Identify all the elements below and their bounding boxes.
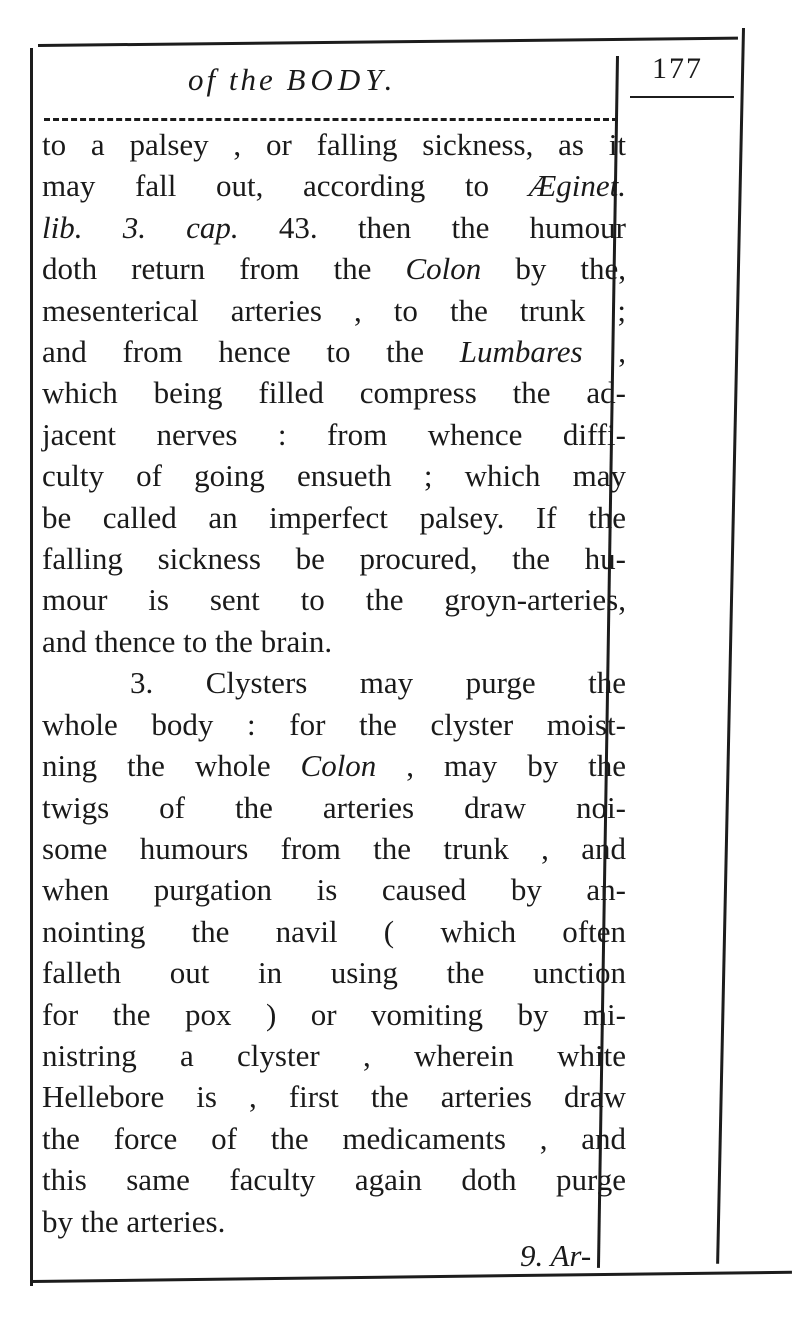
text-segment: doth return from the	[42, 251, 406, 287]
italic-text-segment: Lumbares	[459, 334, 583, 370]
text-line	[42, 704, 626, 745]
text-segment: ,	[582, 334, 627, 370]
text-line	[42, 538, 626, 579]
running-head	[188, 62, 397, 98]
text-line	[42, 1159, 626, 1200]
text-segment: nointing the navil ( which often	[42, 913, 626, 949]
text-segment: some humours from the trunk , and	[42, 830, 626, 866]
text-line	[42, 331, 626, 372]
text-line	[42, 828, 626, 869]
text-line	[42, 1035, 626, 1076]
text-line	[42, 1118, 626, 1159]
italic-text-segment: Colon	[300, 748, 377, 784]
text-segment: 43. then the humour	[238, 209, 626, 245]
text-segment: to a palsey , or falling sickness, as it	[42, 127, 626, 162]
text-segment: may fall out, according to	[42, 168, 529, 204]
text-segment: for the pox ) or vomiting by mi-	[42, 996, 626, 1032]
text-line	[42, 455, 626, 496]
text-line	[42, 414, 626, 455]
text-segment: and from hence to the	[42, 334, 460, 370]
text-segment: which being filled compress the ad-	[42, 375, 626, 411]
text-segment: 3. Clysters may purge the	[130, 665, 626, 701]
text-segment: this same faculty again doth purge	[42, 1162, 626, 1198]
page-number: 177	[652, 52, 703, 85]
italic-text-segment: Colon	[405, 251, 482, 287]
text-line	[42, 290, 626, 331]
text-segment: falleth out in using the unction	[42, 955, 626, 991]
text-segment: , may by the	[376, 748, 626, 784]
text-line	[42, 745, 626, 786]
text-segment: falling sickness be procured, the hu-	[42, 541, 626, 577]
text-line	[42, 1076, 626, 1117]
text-line	[42, 372, 626, 413]
text-line	[42, 911, 626, 952]
text-segment: mesenterical arteries , to the trunk ;	[42, 292, 626, 328]
text-line	[42, 662, 626, 703]
running-head-prefix: of the	[188, 62, 287, 97]
page-frame-bottom-rule	[32, 1271, 792, 1283]
text-segment: the force of the medicaments , and	[42, 1120, 626, 1156]
text-line	[42, 621, 626, 662]
text-line	[42, 165, 626, 206]
running-head-caps: BODY.	[286, 62, 398, 97]
text-segment: culty of going ensueth ; which may	[42, 458, 626, 494]
text-line	[42, 124, 626, 165]
text-segment: ning the whole	[42, 748, 301, 784]
italic-text-segment: lib. 3. cap.	[42, 209, 239, 245]
text-line	[42, 787, 626, 828]
page-frame-right-rule	[716, 28, 745, 1264]
text-segment: jacent nerves : from whence diffi-	[42, 416, 626, 452]
text-line	[42, 579, 626, 620]
page-number-rule	[630, 96, 734, 98]
text-line	[42, 994, 626, 1035]
text-segment: by the arteries.	[42, 1203, 226, 1239]
page-frame-top-rule	[38, 37, 738, 47]
running-head-rule	[44, 118, 618, 121]
text-segment: Hellebore is , first the arteries draw	[42, 1079, 626, 1115]
text-line	[42, 869, 626, 910]
text-segment: and thence to the brain.	[42, 623, 333, 659]
text-segment: nistring a clyster , wherein white	[42, 1037, 626, 1073]
page-frame-left-rule	[30, 48, 33, 1286]
text-segment: when purgation is caused by an-	[42, 872, 626, 908]
text-line	[42, 207, 626, 248]
body-text	[42, 124, 626, 1242]
text-line	[42, 497, 626, 538]
text-line	[42, 952, 626, 993]
italic-text-segment: Æginet.	[528, 168, 626, 204]
text-segment: whole body : for the clyster moist-	[42, 706, 626, 742]
text-line	[42, 248, 626, 289]
text-segment: mour is sent to the groyn-arteries,	[42, 582, 626, 618]
text-line	[42, 1201, 626, 1242]
catchword: 9. Ar-	[520, 1238, 592, 1273]
text-segment: twigs of the arteries draw noi-	[42, 789, 626, 825]
text-segment: be called an imperfect palsey. If the	[42, 499, 626, 535]
text-segment: by the,	[481, 251, 627, 287]
